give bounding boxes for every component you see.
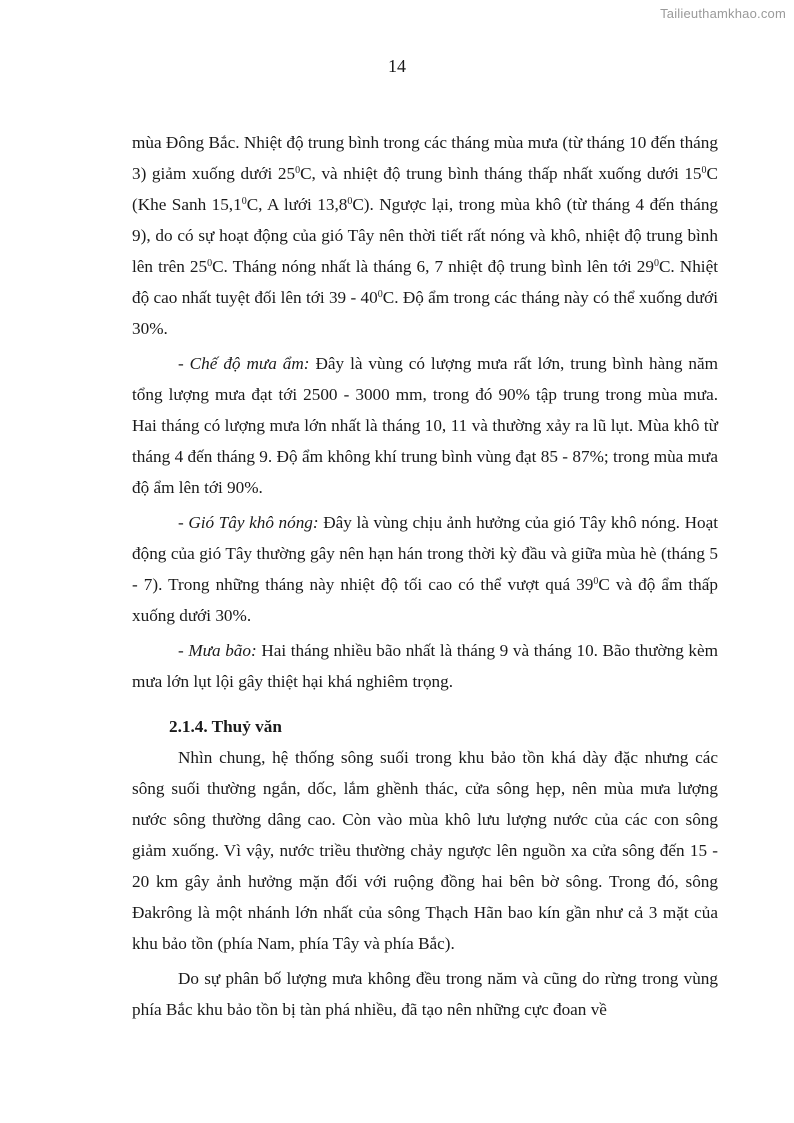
text-run: C, và nhiệt độ trung bình tháng thấp nhất xuống dưới 15 [300,164,702,183]
paragraph-dry-wind [132,507,718,631]
document-body [132,127,718,1025]
degree-superscript: 0 [377,289,383,300]
text-run: C và độ ẩm thấp xuống dưới 30%. [132,575,718,625]
text-run: mùa Đông Bắc. Nhiệt độ trung bình trong các tháng mùa mưa (từ tháng 10 đến tháng 3) giảm xuống dưới 25 [132,133,718,183]
text-run: C. Tháng nóng nhất là tháng 6, 7 nhiệt độ trung bình lên tới 29 [212,257,654,276]
text-run: Đây là vùng có lượng mưa rất lớn, trung bình hàng năm tổng lượng mưa đạt tới 2500 - 3000 mm, trong đó 90% tập trung trong mùa mưa. Hai tháng có lượng mưa lớn nhất là tháng 10, 11 và thường xảy ra lũ lụt. Mùa khô từ tháng 4 đến tháng 9. Độ ẩm không khí trung bình vùng đạt 85 - 87%; trong mùa mưa độ ẩm lên tới 90%. [132,354,718,497]
paragraph-rainfall-distribution: Do sự phân bố lượng mưa không đều trong năm và cũng do rừng trong vùng phía Bắc khu bảo tồn bị tàn phá nhiều, đã tạo nên những cực đoan về [132,969,718,1019]
text-run: C, A lưới 13,8 [246,195,348,214]
paragraph-climate-temperature [132,127,718,344]
watermark-text: Tailieuthamkhao.com [660,6,786,21]
text-run: C). Ngược lại, trong mùa khô (từ tháng 4 đến tháng 9), do có sự hoạt động của gió Tây nên thời tiết rất nóng và khô, nhiệt độ trung bình lên trên 25 [132,195,719,276]
paragraph-label: - Chế độ mưa ẩm: [178,354,310,373]
text-run: C. Nhiệt độ cao nhất tuyệt đối lên tới 39 - 40 [132,257,718,307]
text-run: C. Độ ẩm trong các tháng này có thể xuống dưới 30%. [132,288,718,338]
degree-superscript: 0 [701,165,707,176]
degree-superscript: 0 [295,165,301,176]
paragraph-hydrology: Nhìn chung, hệ thống sông suối trong khu bảo tồn khá dày đặc nhưng các sông suối thường ngắn, dốc, lắm ghềnh thác, cửa sông hẹp, nên mùa mưa lượng nước sông thường dâng cao. Còn vào mùa khô lưu lượng nước của các con sông giảm xuống. Vì vậy, nước triều thường chảy ngược lên nguồn xa cửa sông đến 15 - 20 km gây ảnh hưởng mặn đối với ruộng đồng hai bên bờ sông. Trong đó, sông Đakrông là một nhánh lớn nhất của sông Thạch Hãn bao kín gần như cả 3 mặt của khu bảo tồn (phía Nam, phía Tây và phía Bắc). [132,748,718,953]
paragraph-label: - Mưa bão: [178,641,257,660]
degree-superscript: 0 [207,258,213,269]
text-run: C (Khe Sanh 15,1 [132,164,718,214]
degree-superscript: 0 [653,258,659,269]
degree-superscript: 0 [347,196,353,207]
text-run: Hai tháng nhiều bão nhất là tháng 9 và tháng 10. Bão thường kèm mưa lớn lụt lội gây thiệt hại khá nghiêm trọng. [132,641,718,691]
degree-superscript: 0 [593,576,599,587]
paragraph-rainfall [132,348,718,503]
paragraph-storms [132,635,718,697]
text-run: Đây là vùng chịu ảnh hưởng của gió Tây khô nóng. Hoạt động của gió Tây thường gây nên hạn hán trong thời kỳ đầu và giữa mùa hè (tháng 5 - 7). Trong những tháng này nhiệt độ tối cao có thể vượt quá 39 [132,513,718,594]
paragraph-label: - Gió Tây khô nóng: [178,513,319,532]
section-heading: 2.1.4. Thuỷ văn [169,717,282,736]
degree-superscript: 0 [241,196,247,207]
page-number: 14 [388,56,406,76]
